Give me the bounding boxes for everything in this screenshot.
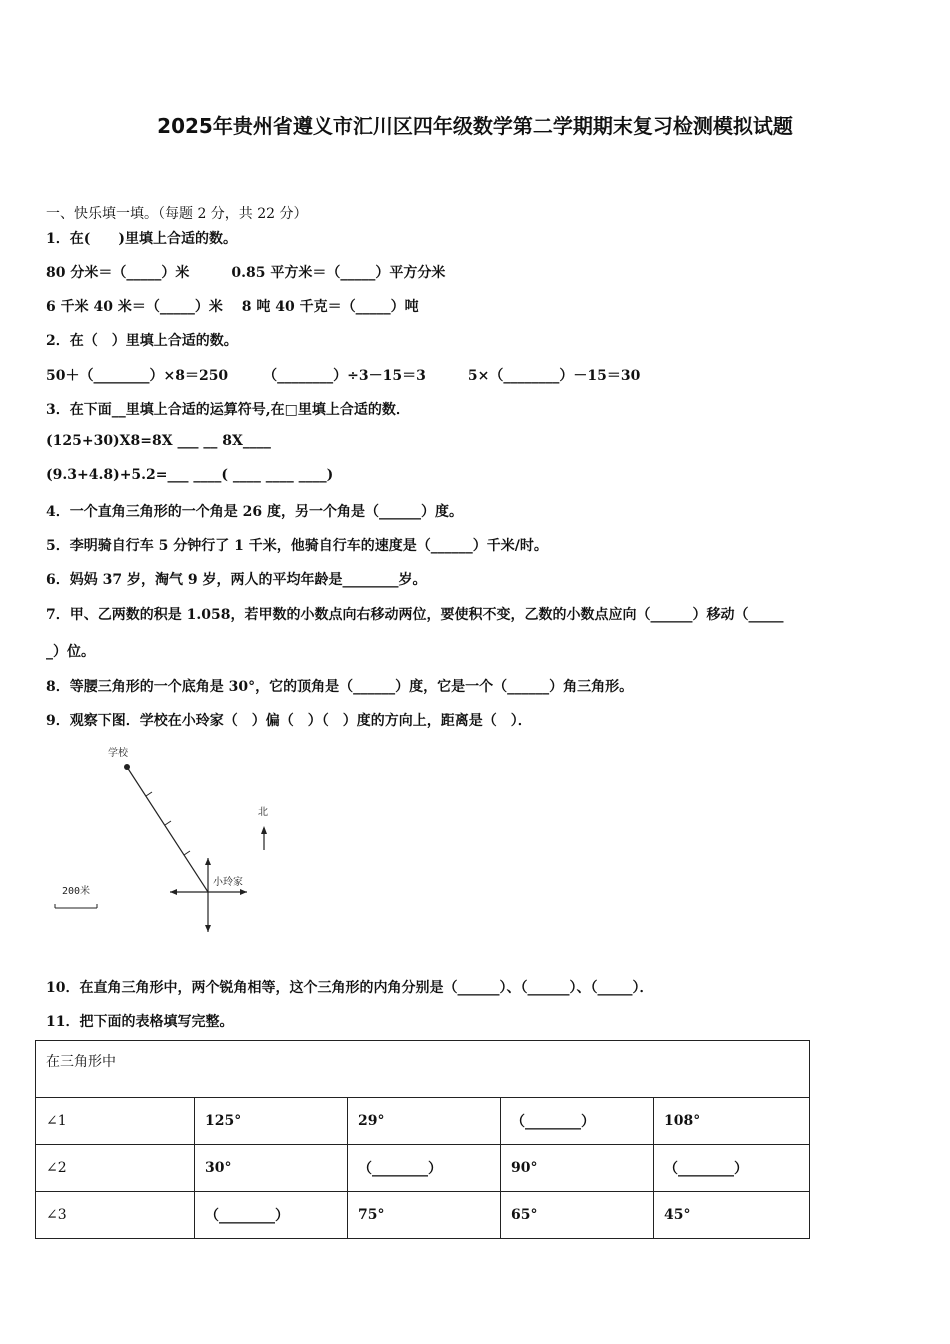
west-arrow-icon [170,889,177,895]
question-8: 8．等腰三角形的一个底角是 30°，它的顶角是（______）度，它是一个（______）角三角形。 [46,679,634,695]
south-arrow-icon [205,925,211,932]
table-cell-blank: （________） [195,1192,348,1239]
table-cell: ∠3 [36,1192,195,1239]
table-row [36,1098,810,1145]
table-cell-blank: （________） [501,1098,654,1145]
table-cell: 30° [195,1145,348,1192]
question-2: 2．在（ ）里填上合适的数。 [46,333,238,349]
table-cell: 108° [654,1098,810,1145]
question-2-row: 50＋（________）×8＝250 （________）÷3－15＝3 5×（________）－15＝30 [46,368,641,384]
table-header-row [36,1041,810,1098]
table-cell: 65° [501,1192,654,1239]
school-label: 学校 [108,748,128,759]
east-arrow-icon [240,889,247,895]
angle-table [35,1040,810,1239]
scale-label: 200米 [62,886,91,897]
question-9: 9．观察下图．学校在小玲家（ ）偏（ ）（ ）度的方向上，距离是（ ）． [46,713,532,729]
table-header: 在三角形中 [36,1041,810,1098]
table-cell: 75° [348,1192,501,1239]
question-7-continued: _）位。 [46,644,95,660]
question-1-row-1: 80 分米＝（_____）米 0.85 平方米＝（_____）平方分米 [46,265,446,281]
north-arrow-icon [205,858,211,865]
question-1-row-2: 6 千米 40 米＝（_____）米 8 吨 40 千克＝（_____）吨 [46,299,419,315]
page-title: 2025年贵州省遵义市汇川区四年级数学第二学期期末复习检测模拟试题 [157,114,793,138]
question-7: 7．甲、乙两数的积是 1.058，若甲数的小数点向右移动两位，要使积不变，乙数的小数点应向（______）移动（_____ [46,607,784,623]
tick-mark [184,851,190,855]
question-3-row-1: (125+30)X8=8X ___ __ 8X____ [46,433,271,449]
home-label: 小玲家 [213,877,243,888]
question-3: 3．在下面__里填上合适的运算符号,在□里填上合适的数． [46,402,410,418]
question-11: 11．把下面的表格填写完整。 [46,1014,234,1030]
table-cell-blank: （________） [348,1145,501,1192]
table-cell: ∠1 [36,1098,195,1145]
table-row [36,1145,810,1192]
school-route-line [127,767,208,892]
north-indicator-arrow-icon [261,826,267,834]
table-cell: 29° [348,1098,501,1145]
question-10: 10．在直角三角形中，两个锐角相等，这个三角形的内角分别是（______）、（______）、（_____）． [46,980,654,996]
question-1: 1．在( )里填上合适的数。 [46,231,237,247]
question-6: 6．妈妈 37 岁，淘气 9 岁，两人的平均年龄是________岁。 [46,572,427,588]
question-5: 5．李明骑自行车 5 分钟行了 1 千米，他骑自行车的速度是（______）千米/时。 [46,538,548,554]
table-cell: 45° [654,1192,810,1239]
table-cell: ∠2 [36,1145,195,1192]
table-row [36,1192,810,1239]
section-heading: 一、快乐填一填。（每题 2 分，共 22 分） [46,206,308,222]
north-label: 北 [258,807,268,818]
table-cell-blank: （________） [654,1145,810,1192]
tick-mark [146,792,152,796]
direction-diagram [40,740,300,940]
question-4: 4．一个直角三角形的一个角是 26 度，另一个角是（______）度。 [46,504,463,520]
tick-mark [165,821,171,825]
table-cell: 125° [195,1098,348,1145]
table-cell: 90° [501,1145,654,1192]
question-3-row-2: (9.3+4.8)+5.2=___ ____( ____ ____ ____) [46,467,334,483]
